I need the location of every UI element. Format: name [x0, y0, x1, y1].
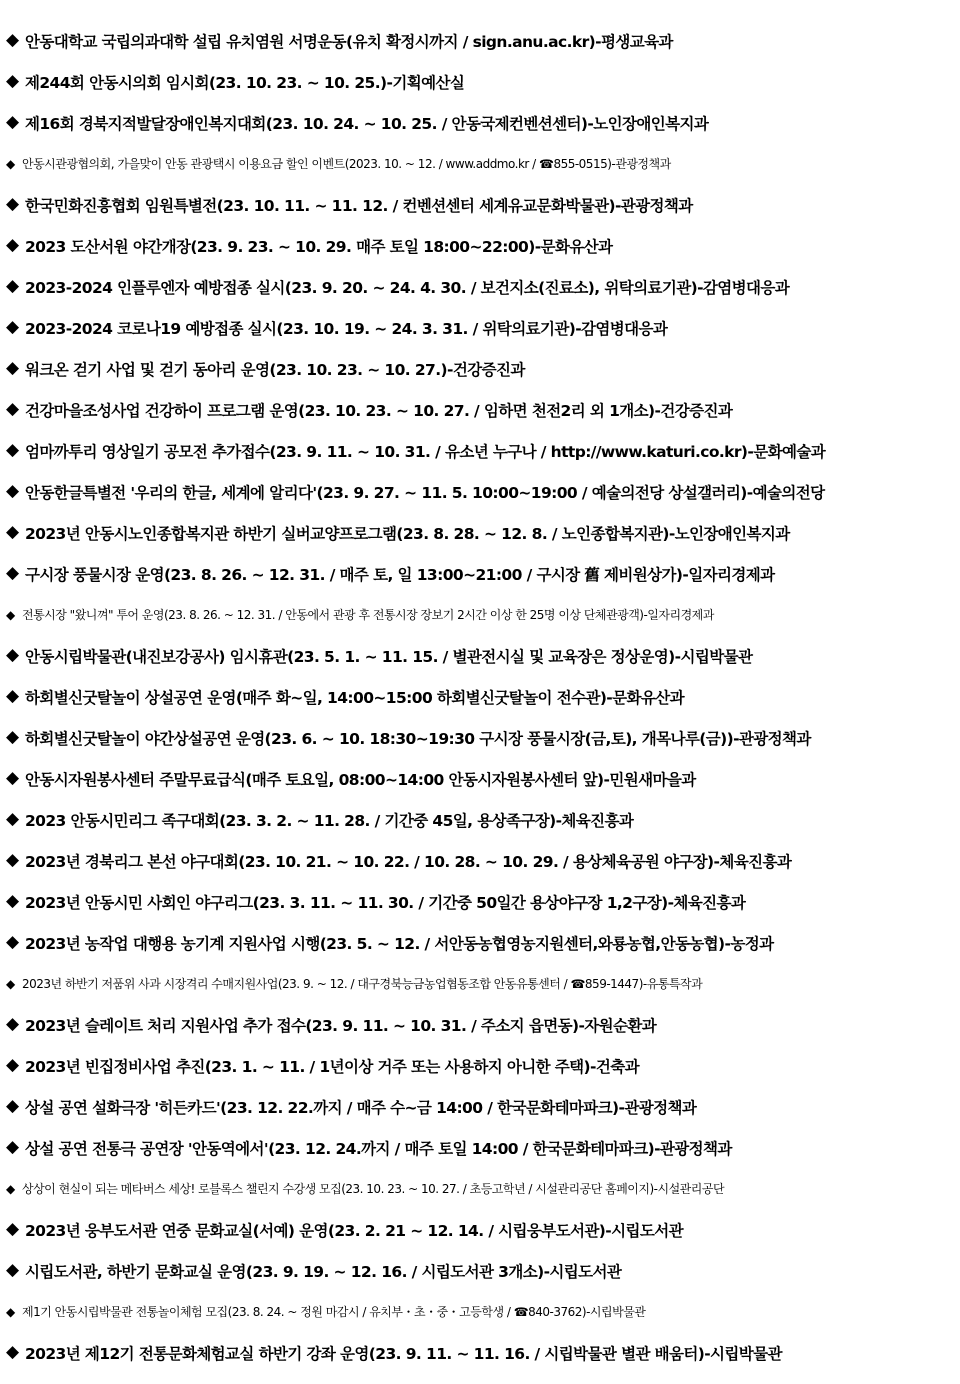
diamond-bullet-icon: ◆ — [6, 1181, 15, 1196]
notice-item — [0, 102, 960, 143]
notice-item — [0, 676, 960, 717]
notice-text: 2023년 슬레이트 처리 지원사업 추가 접수(23. 9. 11. ~ 10. 31. / 주소지 읍면동)-자원순환과 — [25, 1016, 657, 1035]
diamond-bullet-icon: ◆ — [6, 976, 15, 991]
notice-item — [0, 594, 960, 635]
diamond-bullet-icon: ◆ — [6, 1219, 19, 1239]
diamond-bullet-icon: ◆ — [6, 194, 19, 214]
diamond-bullet-icon: ◆ — [6, 71, 19, 91]
notice-text: 제16회 경북지적발달장애인복지대회(23. 10. 24. ~ 10. 25. / 안동국제컨벤션센터)-노인장애인복지과 — [25, 114, 709, 133]
notice-item — [0, 635, 960, 676]
diamond-bullet-icon: ◆ — [6, 1096, 19, 1116]
diamond-bullet-icon: ◆ — [6, 932, 19, 952]
notice-item — [0, 512, 960, 553]
notice-item — [0, 348, 960, 389]
diamond-bullet-icon: ◆ — [6, 358, 19, 378]
notice-item — [0, 1168, 960, 1209]
notice-item — [0, 1004, 960, 1045]
notice-item — [0, 1209, 960, 1250]
notice-text: 시립도서관, 하반기 문화교실 운영(23. 9. 19. ~ 12. 16. / 시립도서관 3개소)-시립도서관 — [25, 1262, 622, 1281]
diamond-bullet-icon: ◆ — [6, 235, 19, 255]
diamond-bullet-icon: ◆ — [6, 481, 19, 501]
diamond-bullet-icon: ◆ — [6, 891, 19, 911]
notice-item — [0, 840, 960, 881]
notice-item — [0, 225, 960, 266]
notice-item — [0, 1291, 960, 1332]
notice-text: 안동한글특별전 '우리의 한글, 세계에 알리다'(23. 9. 27. ~ 11. 5. 10:00~19:00 / 예술의전당 상설갤러리)-예술의전당 — [25, 483, 825, 502]
notice-item — [0, 553, 960, 594]
notice-text: 상상이 현실이 되는 메타버스 세상! 로블록스 챌린지 수강생 모집(23. 10. 23. ~ 10. 27. / 초등고학년 / 시설관리공단 홈페이지)-시설관리공단 — [22, 1182, 725, 1196]
notice-item — [0, 1045, 960, 1086]
diamond-bullet-icon: ◆ — [6, 522, 19, 542]
notice-text: 2023 안동시민리그 족구대회(23. 3. 2. ~ 11. 28. / 기간중 45일, 용상족구장)-체육진흥과 — [25, 811, 634, 830]
notice-item — [0, 922, 960, 963]
notice-text: 상설 공연 전통극 공연장 '안동역에서'(23. 12. 24.까지 / 매주 토일 14:00 / 한국문화테마파크)-관광정책과 — [25, 1139, 732, 1158]
notice-text: 안동시자원봉사센터 주말무료급식(매주 토요일, 08:00~14:00 안동시자원봉사센터 앞)-민원새마을과 — [25, 770, 696, 789]
notice-text: 건강마을조성사업 건강하이 프로그램 운영(23. 10. 23. ~ 10. 27. / 임하면 천전2리 외 1개소)-건강증진과 — [25, 401, 733, 420]
notice-item — [0, 143, 960, 184]
notice-text: 2023년 웅부도서관 연중 문화교실(서예) 운영(23. 2. 21 ~ 12. 14. / 시립웅부도서관)-시립도서관 — [25, 1221, 683, 1240]
diamond-bullet-icon: ◆ — [6, 156, 15, 171]
notice-list — [0, 20, 960, 1373]
diamond-bullet-icon: ◆ — [6, 276, 19, 296]
diamond-bullet-icon: ◆ — [6, 645, 19, 665]
diamond-bullet-icon: ◆ — [6, 1304, 15, 1319]
diamond-bullet-icon: ◆ — [6, 809, 19, 829]
notice-text: 2023년 경북리그 본선 야구대회(23. 10. 21. ~ 10. 22. / 10. 28. ~ 10. 29. / 용상체육공원 야구장)-체육진흥과 — [25, 852, 792, 871]
diamond-bullet-icon: ◆ — [6, 440, 19, 460]
diamond-bullet-icon: ◆ — [6, 607, 15, 622]
notice-text: 하회별신굿탈놀이 상설공연 운영(매주 화~일, 14:00~15:00 하회별신굿탈놀이 전수관)-문화유산과 — [25, 688, 685, 707]
notice-text: 2023년 농작업 대행용 농기계 지원사업 시행(23. 5. ~ 12. / 서안동농협영농지원센터,와룡농협,안동농협)-농정과 — [25, 934, 774, 953]
diamond-bullet-icon: ◆ — [6, 1014, 19, 1034]
notice-item — [0, 266, 960, 307]
notice-text: 2023-2024 인플루엔자 예방접종 실시(23. 9. 20. ~ 24. 4. 30. / 보건지소(진료소), 위탁의료기관)-감염병대응과 — [25, 278, 790, 297]
notice-text: 제1기 안동시립박물관 전통놀이체험 모집(23. 8. 24. ~ 정원 마감시 / 유치부・초・중・고등학생 / ☎840-3762)-시립박물관 — [22, 1305, 646, 1319]
notice-item — [0, 20, 960, 61]
notice-item — [0, 430, 960, 471]
diamond-bullet-icon: ◆ — [6, 30, 19, 50]
diamond-bullet-icon: ◆ — [6, 686, 19, 706]
notice-text: 안동시립박물관(내진보강공사) 임시휴관(23. 5. 1. ~ 11. 15. / 별관전시실 및 교육장은 정상운영)-시립박물관 — [25, 647, 753, 666]
notice-text: 2023년 안동시민 사회인 야구리그(23. 3. 11. ~ 11. 30. / 기간중 50일간 용상야구장 1,2구장)-체육진흥과 — [25, 893, 746, 912]
notice-item — [0, 184, 960, 225]
notice-item — [0, 1127, 960, 1168]
notice-text: 구시장 풍물시장 운영(23. 8. 26. ~ 12. 31. / 매주 토, 일 13:00~21:00 / 구시장 舊 제비원상가)-일자리경제과 — [25, 565, 775, 584]
notice-text: 2023년 빈집정비사업 추진(23. 1. ~ 11. / 1년이상 거주 또는 사용하지 아니한 주택)-건축과 — [25, 1057, 639, 1076]
notice-item — [0, 881, 960, 922]
notice-text: 2023년 안동시노인종합복지관 하반기 실버교양프로그램(23. 8. 28. ~ 12. 8. / 노인종합복지관)-노인장애인복지과 — [25, 524, 790, 543]
diamond-bullet-icon: ◆ — [6, 1137, 19, 1157]
diamond-bullet-icon: ◆ — [6, 317, 19, 337]
notice-text: 2023년 하반기 저품위 사과 시장격리 수매지원사업(23. 9. ~ 12. / 대구경북능금농업협동조합 안동유통센터 / ☎859-1447)-유통특작과 — [22, 977, 703, 991]
notice-text: 제244회 안동시의회 임시회(23. 10. 23. ~ 10. 25.)-기획예산실 — [25, 73, 465, 92]
diamond-bullet-icon: ◆ — [6, 1342, 19, 1362]
diamond-bullet-icon: ◆ — [6, 112, 19, 132]
notice-item — [0, 1086, 960, 1127]
diamond-bullet-icon: ◆ — [6, 399, 19, 419]
notice-text: 엄마까투리 영상일기 공모전 추가접수(23. 9. 11. ~ 10. 31. / 유소년 누구나 / http://www.katuri.co.kr)-문화예술과 — [25, 442, 826, 461]
notice-text: 전통시장 "왔니껴" 투어 운영(23. 8. 26. ~ 12. 31. / 안동에서 관광 후 전통시장 장보기 2시간 이상 한 25명 이상 단체관광객)-일자리경제과 — [22, 608, 714, 622]
diamond-bullet-icon: ◆ — [6, 563, 19, 583]
notice-text: 2023년 제12기 전통문화체험교실 하반기 강좌 운영(23. 9. 11. ~ 11. 16. / 시립박물관 별관 배움터)-시립박물관 — [25, 1344, 782, 1363]
notice-item — [0, 471, 960, 512]
notice-text: 2023 도산서원 야간개장(23. 9. 23. ~ 10. 29. 매주 토일 18:00~22:00)-문화유산과 — [25, 237, 613, 256]
notice-item — [0, 61, 960, 102]
diamond-bullet-icon: ◆ — [6, 768, 19, 788]
notice-text: 한국민화진흥협회 임원특별전(23. 10. 11. ~ 11. 12. / 컨벤션센터 세계유교문화박물관)-관광정책과 — [25, 196, 693, 215]
notice-text: 상설 공연 설화극장 '히든카드'(23. 12. 22.까지 / 매주 수~금 14:00 / 한국문화테마파크)-관광정책과 — [25, 1098, 697, 1117]
notice-item — [0, 389, 960, 430]
notice-item — [0, 717, 960, 758]
notice-item — [0, 799, 960, 840]
notice-item — [0, 1250, 960, 1291]
diamond-bullet-icon: ◆ — [6, 1260, 19, 1280]
notice-text: 2023-2024 코로나19 예방접종 실시(23. 10. 19. ~ 24. 3. 31. / 위탁의료기관)-감염병대응과 — [25, 319, 668, 338]
notice-text: 안동대학교 국립의과대학 설립 유치염원 서명운동(유치 확정시까지 / sign.anu.ac.kr)-평생교육과 — [25, 32, 673, 51]
notice-item — [0, 307, 960, 348]
notice-text: 워크온 걷기 사업 및 걷기 동아리 운영(23. 10. 23. ~ 10. 27.)-건강증진과 — [25, 360, 525, 379]
notice-text: 하회별신굿탈놀이 야간상설공연 운영(23. 6. ~ 10. 18:30~19:30 구시장 풍물시장(금,토), 개목나루(금))-관광정책과 — [25, 729, 811, 748]
notice-item — [0, 963, 960, 1004]
diamond-bullet-icon: ◆ — [6, 1055, 19, 1075]
notice-text: 안동시관광협의회, 가을맞이 안동 관광택시 이용요금 할인 이벤트(2023. 10. ~ 12. / www.addmo.kr / ☎855-0515)-관광정책과 — [22, 157, 671, 171]
notice-item — [0, 758, 960, 799]
diamond-bullet-icon: ◆ — [6, 850, 19, 870]
notice-item — [0, 1332, 960, 1373]
diamond-bullet-icon: ◆ — [6, 727, 19, 747]
